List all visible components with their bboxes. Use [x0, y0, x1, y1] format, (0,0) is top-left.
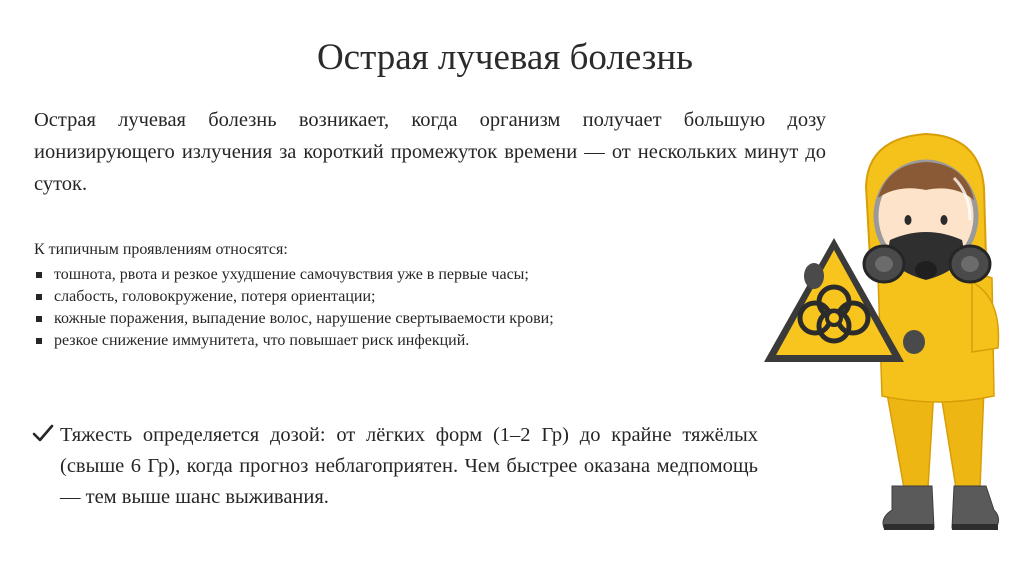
intro-paragraph: Острая лучевая болезнь возникает, когда организм получает большую дозу ионизирующего излучения за короткий промежуток времени — от нескольких минут до суток. [34, 109, 826, 195]
square-bullet-icon [36, 294, 42, 300]
square-bullet-icon [36, 338, 42, 344]
square-bullet-icon [36, 316, 42, 322]
list-item [34, 308, 794, 330]
list-item-text: резкое снижение иммунитета, что повышает риск инфекций. [54, 332, 470, 349]
list-heading: К типичным проявлениям относятся: [34, 241, 288, 258]
severity-text: Тяжесть определяется дозой: от лёгких форм (1–2 Гр) до крайне тяжёлых (свыше 6 Гр), когда прогноз неблагоприятен. Чем быстрее оказана медпомощь — тем выше шанс выживания. [60, 424, 758, 508]
list-item [34, 286, 794, 308]
list-item-text: кожные поражения, выпадение волос, нарушение свертываемости крови; [54, 310, 554, 327]
square-bullet-icon [36, 272, 42, 278]
symptom-list [34, 264, 794, 352]
list-item [34, 330, 794, 352]
hazmat-person-illustration [758, 126, 1008, 536]
slide-title: Острая лучевая болезнь [316, 37, 694, 78]
list-item-text: тошнота, рвота и резкое ухудшение самочувствия уже в первые часы; [54, 266, 529, 283]
list-item-text: слабость, головокружение, потеря ориентации; [54, 288, 376, 305]
list-item [34, 264, 794, 286]
checkmark-icon [32, 422, 54, 444]
severity-note [32, 420, 758, 513]
